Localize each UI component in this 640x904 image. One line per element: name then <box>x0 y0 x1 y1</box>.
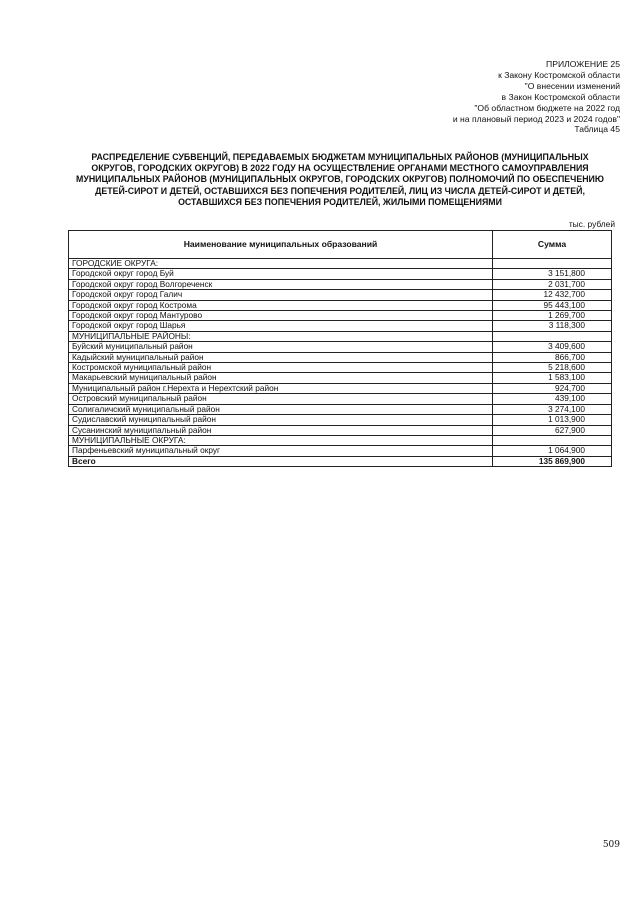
municipality-name-cell: Городской округ город Буй <box>69 269 493 279</box>
table-row <box>69 363 612 373</box>
amount-cell: 3 274,100 <box>493 404 612 414</box>
appendix-line: "Об областном бюджете на 2022 год <box>474 102 620 113</box>
table-row <box>69 300 612 310</box>
municipality-name-cell: Буйский муниципальный район <box>69 342 493 352</box>
municipality-name-cell: Кадыйский муниципальный район <box>69 352 493 362</box>
municipality-name-cell: Парфеньевский муниципальный округ <box>69 446 493 456</box>
amount-cell: 1 583,100 <box>493 373 612 383</box>
table-row <box>69 321 612 331</box>
table-row <box>69 279 612 289</box>
appendix-line: и на плановый период 2023 и 2024 годов" <box>452 113 620 124</box>
amount-cell: 3 151,800 <box>493 269 612 279</box>
document-title: РАСПРЕДЕЛЕНИЕ СУБВЕНЦИЙ, ПЕРЕДАВАЕМЫХ БЮДЖЕТАМ МУНИЦИПАЛЬНЫХ РАЙОНОВ (МУНИЦИПАЛЬНЫХ ОКРУГОВ, ГОРОДСКИХ ОКРУГОВ) В 2022 ГОДУ НА ОСУЩЕСТВЛЕНИЕ ОРГАНАМИ МЕСТНОГО САМОУПРАВЛЕНИЯ МУНИЦИПАЛЬНЫХ РАЙОНОВ (МУНИЦИПАЛЬНЫХ ОКРУГОВ, ГОРОДСКИХ ОКРУГОВ) ПОЛНОМОЧИЙ ПО ОБЕСПЕЧЕНИЮ ДЕТЕЙ-СИРОТ И ДЕТЕЙ, ОСТАВШИХСЯ БЕЗ ПОПЕЧЕНИЯ РОДИТЕЛЕЙ, ЛИЦ ИЗ ЧИСЛА ДЕТЕЙ-СИРОТ И ДЕТЕЙ, ОСТАВШИХСЯ БЕЗ ПОПЕЧЕНИЯ РОДИТЕЛЕЙ, ЖИЛЫМИ ПОМЕЩЕНИЯМИ <box>76 152 604 207</box>
table-row <box>69 373 612 383</box>
municipality-name-cell: МУНИЦИПАЛЬНЫЕ ОКРУГА: <box>69 435 493 445</box>
table-row <box>69 342 612 352</box>
table-header-row <box>69 231 612 259</box>
table-number: Таблица 45 <box>574 124 620 135</box>
municipality-name-cell: Судиславский муниципальный район <box>69 415 493 425</box>
amount-cell <box>493 259 612 269</box>
total-row <box>69 456 612 466</box>
municipality-name-cell: Костромской муниципальный район <box>69 363 493 373</box>
subventions-table <box>68 230 612 467</box>
amount-cell: 1 013,900 <box>493 415 612 425</box>
municipality-name-cell: Солигаличский муниципальный район <box>69 404 493 414</box>
amount-cell: 439,100 <box>493 394 612 404</box>
municipality-name-cell: Сусанинский муниципальный район <box>69 425 493 435</box>
section-row <box>69 259 612 269</box>
amount-cell: 1 269,700 <box>493 311 612 321</box>
amount-cell: 1 064,900 <box>493 446 612 456</box>
municipality-name-cell: Городской округ город Галич <box>69 290 493 300</box>
table-row <box>69 415 612 425</box>
appendix-line: в Закон Костромской области <box>501 91 620 102</box>
municipality-name-cell: Макарьевский муниципальный район <box>69 373 493 383</box>
page-number: 509 <box>602 840 620 850</box>
municipality-name-cell: Городской округ город Шарья <box>69 321 493 331</box>
municipality-name-cell: МУНИЦИПАЛЬНЫЕ РАЙОНЫ: <box>69 331 493 341</box>
appendix-line: "О внесении изменений <box>524 80 620 91</box>
appendix-header <box>453 59 620 135</box>
table-row <box>69 269 612 279</box>
municipality-name-cell: Всего <box>69 456 493 466</box>
section-row <box>69 331 612 341</box>
amount-cell: 5 218,600 <box>493 363 612 373</box>
municipality-name-cell: ГОРОДСКИЕ ОКРУГА: <box>69 259 493 269</box>
municipality-name-cell: Городской округ город Волгореченск <box>69 279 493 289</box>
appendix-line: ПРИЛОЖЕНИЕ 25 <box>546 59 620 69</box>
appendix-line: к Закону Костромской области <box>498 69 620 80</box>
amount-cell: 3 118,300 <box>493 321 612 331</box>
table-row <box>69 394 612 404</box>
amount-cell <box>493 435 612 445</box>
amount-cell: 924,700 <box>493 383 612 393</box>
table-row <box>69 404 612 414</box>
table-row <box>69 290 612 300</box>
table-row <box>69 383 612 393</box>
amount-cell: 2 031,700 <box>493 279 612 289</box>
amount-cell: 135 869,900 <box>493 456 612 466</box>
amount-cell: 627,900 <box>493 425 612 435</box>
municipality-name-cell: Городской округ город Мантурово <box>69 311 493 321</box>
units-label: тыс. рублей <box>568 219 615 229</box>
municipality-name-cell: Городской округ город Кострома <box>69 300 493 310</box>
table-row <box>69 425 612 435</box>
table-row <box>69 446 612 456</box>
column-header-amount: Сумма <box>493 231 612 259</box>
amount-cell: 3 409,600 <box>493 342 612 352</box>
amount-cell: 866,700 <box>493 352 612 362</box>
table-row <box>69 311 612 321</box>
table-row <box>69 352 612 362</box>
municipality-name-cell: Муниципальный район г.Нерехта и Нерехтский район <box>69 383 493 393</box>
section-row <box>69 435 612 445</box>
amount-cell: 12 432,700 <box>493 290 612 300</box>
column-header-name: Наименование муниципальных образований <box>69 231 493 259</box>
amount-cell <box>493 331 612 341</box>
municipality-name-cell: Островский муниципальный район <box>69 394 493 404</box>
table-body <box>69 259 612 467</box>
amount-cell: 95 443,100 <box>493 300 612 310</box>
